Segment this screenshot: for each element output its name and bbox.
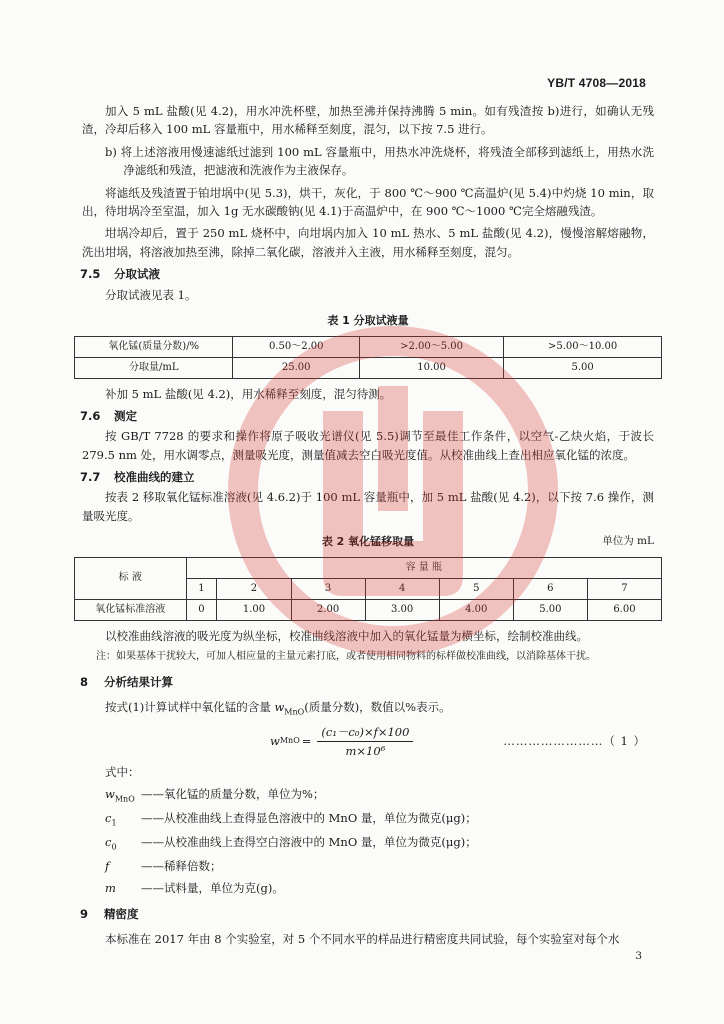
variable-description: ——从校准曲线上查得空白溶液中的 MnO 量，单位为微克(μg)；	[141, 835, 477, 850]
table1-caption: 表 1 分取试液量	[327, 313, 409, 327]
table-cell: 标 液	[75, 557, 187, 599]
table-cell: 3.00	[365, 599, 439, 620]
paragraph: 本标准在 2017 年由 8 个实验室，对 5 个不同水平的样品进行精密度共同试验，每个实验室对每个水	[105, 931, 620, 946]
variable-description: ——氧化锰的质量分数，单位为%；	[141, 787, 325, 802]
variable-description: ——稀释倍数；	[141, 859, 222, 874]
note: 注：如果基体干扰较大，可加人相应量的主量元素打底，或者使用相同物料的标样做校准曲线，以消除基体干扰。	[96, 651, 596, 663]
paragraph: 加入 5 mL 盐酸(见 4.2)，用水冲洗杯壁，加热至沸并保持沸腾 5 min。如有残渣按 b)进行，如确认无残渣，冷却后移入 100 mL 容量瓶中，用水稀释至刻度，混匀，以下按 7.5 进行。	[82, 104, 654, 137]
paragraph: 分取试液见表 1。	[105, 287, 197, 302]
variable-definition	[105, 879, 654, 897]
paragraph: 式中：	[105, 764, 140, 779]
table-cell: 氧化锰标准溶液	[75, 599, 187, 620]
variable-symbol: $c_1$	[105, 811, 117, 828]
table-cell: 1	[186, 578, 217, 599]
table-cell: 5	[439, 578, 513, 599]
section-heading-7-6: 7.6 测定	[80, 408, 137, 423]
section-heading-7-7: 7.7 校准曲线的建立	[80, 470, 195, 485]
variable-symbol: f	[105, 859, 110, 874]
formula-numerator: (c₁－c₀)×f×100	[317, 723, 413, 742]
variable-definition	[105, 833, 654, 854]
table-row	[75, 336, 662, 357]
table-cell: 4.00	[439, 599, 513, 620]
table-cell: 3	[291, 578, 365, 599]
paragraph: 按 GB/T 7728 的要求和操作将原子吸收光谱仪(见 5.5)调节至最佳工作条件，以空气-乙炔火焰，于波长 279.5 nm 处，用水调零点，测量吸光度，测量值减去空白吸光度值。从校准曲线上查出相应氧化锰的浓度。	[82, 429, 654, 462]
formula-number: ……………………（ 1 ）	[503, 733, 646, 748]
table-row	[75, 599, 662, 620]
variable-definition	[105, 785, 654, 806]
table-cell: 2.00	[291, 599, 365, 620]
standard-code: YB/T 4708—2018	[547, 76, 646, 90]
paragraph: 按表 2 移取氧化锰标准溶液(见 4.6.2)于 100 mL 容量瓶中，加 5 mL 盐酸(见 4.2)，以下按 7.6 操作，测量吸光度。	[82, 490, 654, 523]
table-cell: 7	[587, 578, 661, 599]
table-cell: 分取量/mL	[75, 357, 233, 378]
table-cell: 5.00	[513, 599, 587, 620]
section-heading-8: 8 分析结果计算	[80, 675, 173, 690]
table-cell: 1.00	[217, 599, 291, 620]
list-item-b: b) 将上述溶液用慢速滤纸过滤到 100 mL 容量瓶中，用热水冲洗烧杯，将残渣全部移到滤纸上，用热水洗净滤纸和残渣，把滤液和洗液作为主液保存。	[105, 144, 654, 178]
page-content	[82, 102, 654, 952]
variable-symbol: m	[105, 880, 116, 895]
table-cell: 6.00	[587, 599, 661, 620]
table-cell: >2.00～5.00	[359, 336, 503, 357]
table1	[74, 336, 662, 379]
table-cell: 0	[186, 599, 217, 620]
paragraph: 以校准曲线溶液的吸光度为纵坐标，校准曲线溶液中加入的氧化锰量为横坐标，绘制校准曲线。	[105, 628, 588, 643]
page-number: 3	[635, 950, 642, 962]
table-cell: 容 量 瓶	[186, 557, 661, 578]
table-cell: 10.00	[359, 357, 503, 378]
table-row	[75, 357, 662, 378]
table-cell: 2	[217, 578, 291, 599]
table-row	[75, 557, 662, 578]
variable-definition	[105, 809, 654, 830]
table2-unit: 单位为 mL	[602, 535, 654, 548]
table2-caption: 表 2 氧化锰移取量 单位为 mL	[321, 535, 654, 549]
variable-description: ——从校准曲线上查得显色溶液中的 MnO 量，单位为微克(μg)；	[141, 811, 477, 826]
table-cell: 6	[513, 578, 587, 599]
table-cell: 氧化锰(质量分数)/%	[75, 336, 233, 357]
variable-list	[82, 785, 654, 897]
table-cell: 5.00	[504, 357, 662, 378]
variable-definition	[105, 857, 654, 875]
paragraph: 补加 5 mL 盐酸(见 4.2)，用水稀释至刻度，混匀待测。	[105, 386, 392, 401]
table2	[74, 557, 662, 621]
section-heading-9: 9 精密度	[80, 907, 139, 922]
table-cell: 4	[365, 578, 439, 599]
formula-denominator: m×10⁶	[345, 744, 386, 759]
paragraph: 坩埚冷却后，置于 250 mL 烧杯中，向坩埚内加入 10 mL 热水、5 mL 盐酸(见 4.2)，慢慢溶解熔融物，洗出坩埚，将溶液加热至沸，除掉二氧化碳，溶液并入主液，用水稀释至刻度，混匀。	[82, 226, 654, 259]
formula-1: w MnO = $\frac{\text{(c₁－c₀)×f×100}}{\text{m×10⁶}}$ ……………………（ 1 ）	[82, 723, 654, 757]
variable-symbol: $c_0$	[105, 835, 117, 852]
section-heading-7-5: 7.5 分取试液	[80, 267, 160, 282]
table-cell: 25.00	[233, 357, 359, 378]
variable-description: ——试料量，单位为克(g)。	[141, 880, 284, 895]
table-cell: >5.00～10.00	[504, 336, 662, 357]
variable-symbol: $w_{MnO}$	[105, 787, 135, 804]
table-cell: 0.50～2.00	[233, 336, 359, 357]
paragraph: 按式(1)计算试样中氧化锰的含量 $w_{MnO}$(质量分数)，数值以%表示。	[105, 699, 451, 716]
paragraph: 将滤纸及残渣置于铂坩埚中(见 5.3)，烘干，灰化，于 800 ℃～900 ℃高温炉(见 5.4)中灼烧 10 min，取出，待坩埚冷至室温，加入 1g 无水碳酸钠(见 4.1)于高温炉中，在 900 ℃～1000 ℃完全熔融残渣。	[82, 185, 654, 218]
